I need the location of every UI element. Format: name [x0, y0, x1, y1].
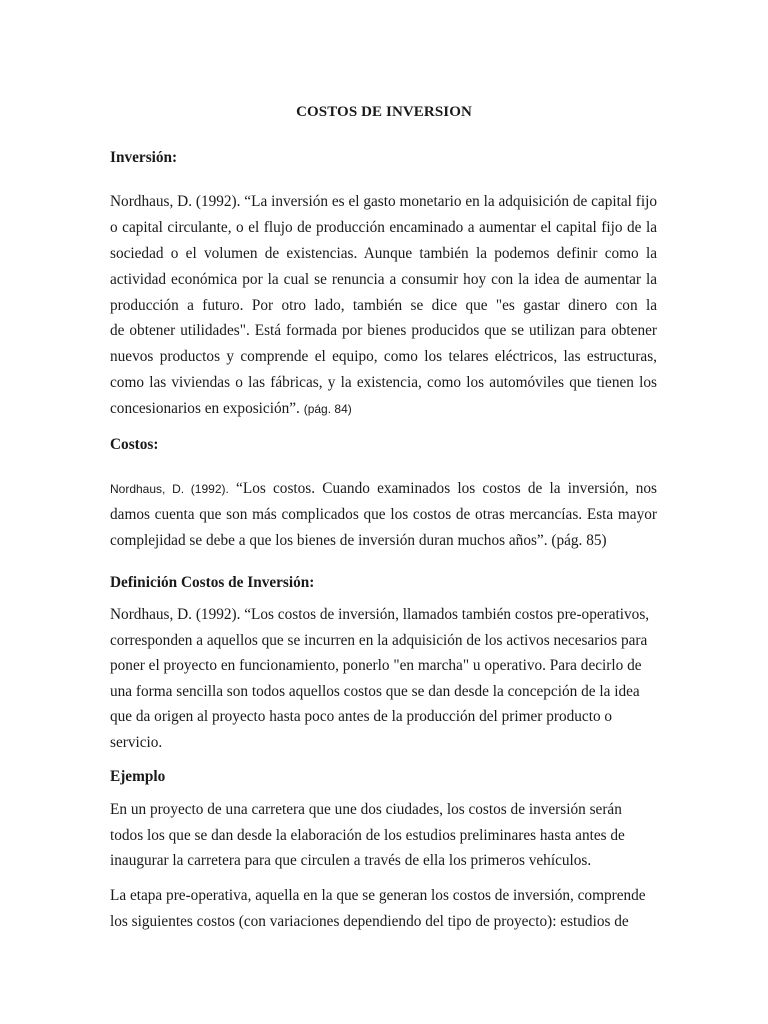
- paragraph-costos: [110, 476, 657, 554]
- text-line: actividad económica por la cual se renuncia a consumir hoy con la idea de aumentar la: [110, 270, 657, 288]
- paragraph-ejemplo-2: [110, 883, 657, 934]
- section-heading-definicion: Definición Costos de Inversión:: [110, 574, 315, 591]
- text-line: complejidad se debe a que los bienes de inversión duran muchos años”. (pág. 85): [110, 531, 607, 549]
- text-line: corresponden a aquellos que se incurren en la adquisición de los activos necesarios para: [110, 631, 648, 649]
- section-heading-ejemplo: Ejemplo: [110, 768, 166, 785]
- text-line: una forma sencilla son todos aquellos costos que se dan desde la concepción de la idea: [110, 682, 640, 700]
- text-fragment: concesionarios en exposición”.: [110, 400, 300, 418]
- text-line: producción a futuro. Por otro lado, también se dice que "es gastar dinero con la: [110, 296, 657, 314]
- text-line-with-citation: [110, 476, 657, 502]
- text-line: La etapa pre-operativa, aquella en la que se generan los costos de inversión, comprende: [110, 887, 646, 904]
- paragraph-ejemplo-1: [110, 797, 657, 874]
- text-line: o capital circulante, o el flujo de producción encaminado a aumentar el capital fijo de la: [110, 218, 657, 236]
- paragraph-definicion: [110, 602, 657, 756]
- author-citation: Nordhaus, D. (1992).: [110, 482, 229, 496]
- section-heading-inversion: Inversión:: [110, 149, 178, 166]
- text-line: que da origen al proyecto hasta poco antes de la producción del primer producto o: [110, 708, 613, 726]
- text-fragment: “Los costos. Cuando examinados los costos de la inversión, nos: [228, 480, 657, 497]
- text-line: Nordhaus, D. (1992). “Los costos de inversión, llamados también costos pre-operativos,: [110, 606, 650, 623]
- page-citation: (pág. 84): [303, 402, 352, 417]
- text-line: poner el proyecto en funcionamiento, ponerlo "en marcha" u operativo. Para decirlo de: [110, 657, 642, 675]
- text-line: damos cuenta que son más complicados que los costos de otras mercancías. Esta mayor: [110, 505, 657, 523]
- paragraph-inversion: [110, 189, 657, 422]
- text-line: todos los que se dan desde la elaboración de los estudios preliminares hasta antes de: [110, 826, 625, 844]
- text-line: nuevos productos y comprende el equipo, como los telares eléctricos, las estructuras,: [110, 348, 657, 366]
- text-line-with-citation: [110, 396, 657, 422]
- text-line: Nordhaus, D. (1992). “La inversión es el gasto monetario en la adquisición de capital fijo: [110, 193, 657, 210]
- section-heading-costos: Costos:: [110, 436, 159, 453]
- text-line: los siguientes costos (con variaciones dependiendo del tipo de proyecto): estudios de: [110, 912, 629, 930]
- text-line: sociedad o el volumen de existencias. Aunque también la podemos definir como la: [110, 244, 657, 262]
- text-line: de obtener utilidades". Está formada por bienes producidos que se utilizan para obtener: [110, 322, 657, 340]
- text-line: inaugurar la carretera para que circulen a través de ella los primeros vehículos.: [110, 852, 592, 870]
- text-line: En un proyecto de una carretera que une dos ciudades, los costos de inversión serán: [110, 801, 622, 818]
- document-title: COSTOS DE INVERSION: [296, 104, 472, 120]
- text-line: como las viviendas o las fábricas, y la existencia, como los automóviles que tienen los: [110, 374, 657, 392]
- text-line: servicio.: [110, 733, 163, 751]
